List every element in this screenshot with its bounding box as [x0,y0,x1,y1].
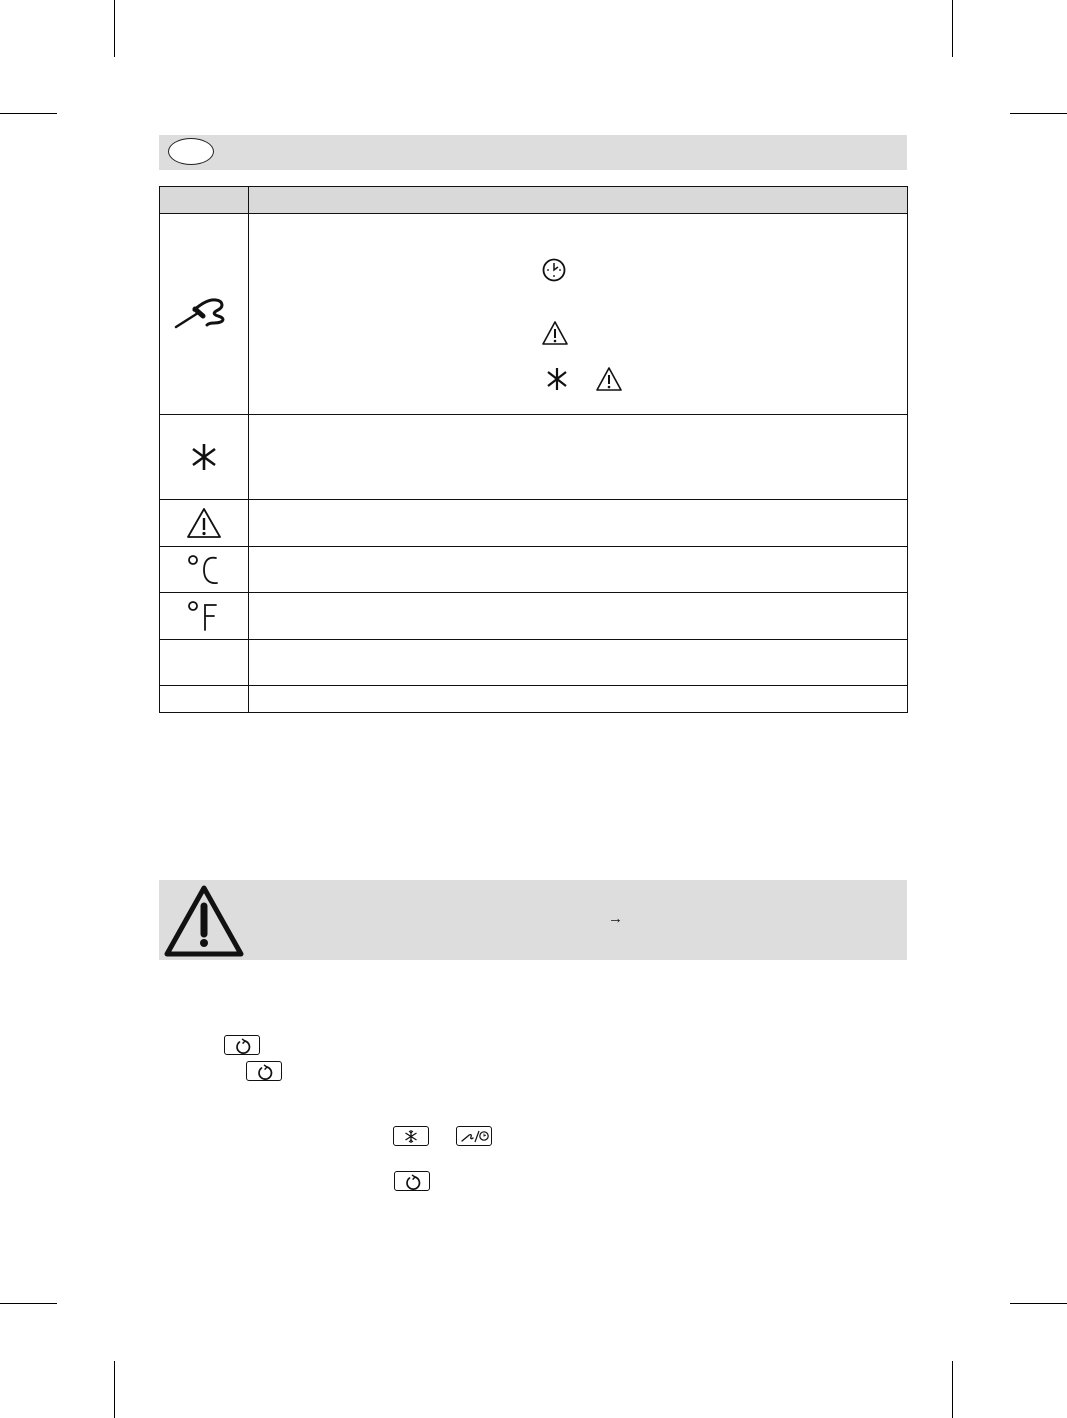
crop-mark [1010,113,1067,114]
clock-icon [541,257,567,283]
header-symbol [160,187,249,214]
power-icon [225,1036,261,1056]
symbol-cell [160,640,249,686]
wand-timer-icon [457,1127,493,1147]
table-header-row [160,187,908,214]
celsius-icon [186,554,222,586]
table-row [160,500,908,547]
table-row [160,686,908,713]
description-cell [249,500,908,547]
table-row [160,640,908,686]
description-cell [249,547,908,593]
description-cell [249,415,908,500]
warning-icon [186,507,222,539]
table-row [160,214,908,415]
section-header-bar [159,135,907,170]
symbol-cell [160,547,249,593]
arrow-icon: → [608,910,623,927]
description-cell [249,214,908,415]
table-row [160,547,908,593]
pressure-wand-icon [174,297,234,331]
language-badge [168,138,214,165]
warning-icon [163,884,245,958]
header-description [249,187,908,214]
frost-icon [545,366,569,392]
snowflake-icon [394,1127,430,1147]
frost-button[interactable] [393,1126,429,1146]
warning-icon [541,320,569,346]
description-cell [249,593,908,640]
crop-mark [114,0,115,57]
warning-icon [595,366,623,392]
description-cell [249,686,908,713]
power-icon [395,1172,431,1192]
table-row [160,593,908,640]
crop-mark [952,0,953,57]
fahrenheit-icon [186,600,222,632]
power-icon [247,1062,283,1082]
frost-icon [190,442,218,472]
symbol-cell [160,415,249,500]
crop-mark [114,1361,115,1418]
crop-mark [0,113,57,114]
crop-mark [1010,1303,1067,1304]
table-row [160,415,908,500]
power-button[interactable] [394,1171,430,1191]
symbol-cell [160,214,249,415]
power-button[interactable] [224,1035,260,1055]
crop-mark [952,1361,953,1418]
symbol-table [159,186,908,713]
warning-box [159,880,907,960]
crop-mark [0,1303,57,1304]
symbol-cell [160,500,249,547]
symbol-cell [160,593,249,640]
wand-timer-button[interactable] [456,1126,492,1146]
power-button[interactable] [246,1061,282,1081]
symbol-cell [160,686,249,713]
description-cell [249,640,908,686]
